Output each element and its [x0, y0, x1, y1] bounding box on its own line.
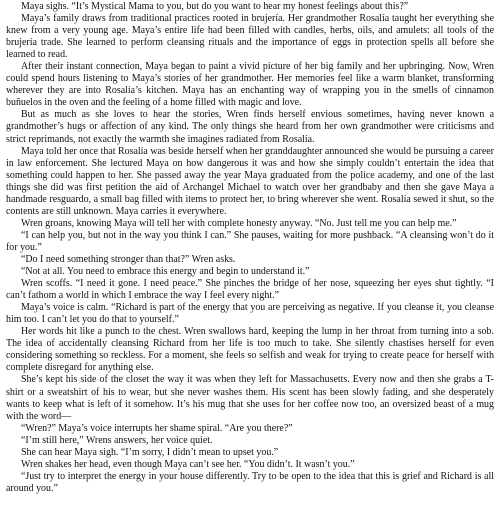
paragraph: “Wren?” Maya’s voice interrupts her shame spiral. “Are you there?”	[21, 422, 293, 434]
paragraph: After their instant connection, Maya began to paint a vivid picture of her big family and her upbringing. Now, Wren could spend hours listening to Maya’s stories of her grandmother. Her memories feel like a warm blanket, transforming wherever they are into Rosalía’s kitchen. Maya has an enchanting way of wrapping you in the smells of cinnamon buñuelos in the oven and the feeling of a home filled with magic and love.	[6, 61, 494, 109]
paragraph: Maya’s voice is calm. “Richard is part of the energy that you are perceiving as negative. If you cleanse it, you cleanse him too. I can’t let you do that to yourself.”	[6, 302, 494, 326]
paragraph: Maya told her once that Rosalía was beside herself when her granddaughter announced she would be pursuing a career in law enforcement. She lectured Maya on how dangerous it was and how she simply couldn’t entertain the idea that something could happen to her. She passed away the year Maya graduated from the police academy, and one of the last things she did was first petition the aid of Archangel Michael to watch over her grandbaby and then she gave Maya a handmade resguardo, a small bag filled with items to protect her, to bring wherever she went. Rosalía sewed it shut, so the contents are still unknown. Maya carries it everywhere.	[6, 145, 494, 217]
paragraph: Wren groans, knowing Maya will tell her with complete honesty anyway. “No. Just tell me you can help me.”	[21, 217, 457, 229]
paragraph: “Do I need something stronger than that?” Wren asks.	[21, 253, 236, 265]
paragraph: Maya sighs. “It’s Mystical Mama to you, but do you want to hear my honest feelings about this?”	[21, 1, 409, 12]
paragraph: She’s kept his side of the closet the way it was when they left for Massachusetts. Every now and then she grabs a T-shirt or a sweatshirt of his to wear, but she never washes them. His scent has been slowly fading, and she desperately wants to keep what is left of it somehow. It’s his mug that she uses for her coffee now too, an oversized beast of a mug with the word—	[6, 374, 494, 422]
paragraph: Wren scoffs. “I need it gone. I need peace.” She pinches the bridge of her nose, squeezing her eyes shut tightly. “I can’t fathom a world in which I embrace the way I feel every night.”	[6, 278, 494, 302]
paragraph: “I can help you, but not in the way you think I can.” She pauses, waiting for more pushback. “A cleansing won’t do it for you.”	[6, 229, 494, 253]
document-page	[6, 1, 494, 495]
paragraph: “Not at all. You need to embrace this energy and begin to understand it.”	[21, 266, 310, 278]
paragraph: Maya’s family draws from traditional practices rooted in brujería. Her grandmother Rosalía taught her everything she knew from a very young age. Maya’s entire life had been filled with candles, herbs, oils, and amulets: all tools of the brujería trade. She learned to perform cleansing rituals and the importance of eggs in protection spells all before she learned to read.	[6, 13, 494, 61]
paragraph: “Just try to interpret the energy in your house differently. Try to be open to the idea that this is grief and Richard is all around you.”	[6, 470, 494, 494]
paragraph: She can hear Maya sigh. “I’m sorry, I didn’t mean to upset you.”	[21, 446, 279, 458]
paragraph: But as much as she loves to hear the stories, Wren finds herself envious sometimes, having never known a grandmother’s hugs or affection of any kind. The only things she heard from her own grandmother were criticisms and strict reprimands, not exactly the warmth she imagines radiated from Rosalía.	[6, 109, 494, 145]
paragraph: “I’m still here,” Wrens answers, her voice quiet.	[21, 434, 213, 446]
paragraph: Wren shakes her head, even though Maya can’t see her. “You didn’t. It wasn’t you.”	[21, 458, 355, 470]
paragraph: Her words hit like a punch to the chest. Wren swallows hard, keeping the lump in her throat from turning into a sob. The idea of accidentally cleansing Richard from her life is too much to take. She silently chastises herself for even considering something so reckless. For a moment, she feels so selfish and weak for trying to create peace for herself with complete disregard for anything else.	[6, 326, 494, 374]
